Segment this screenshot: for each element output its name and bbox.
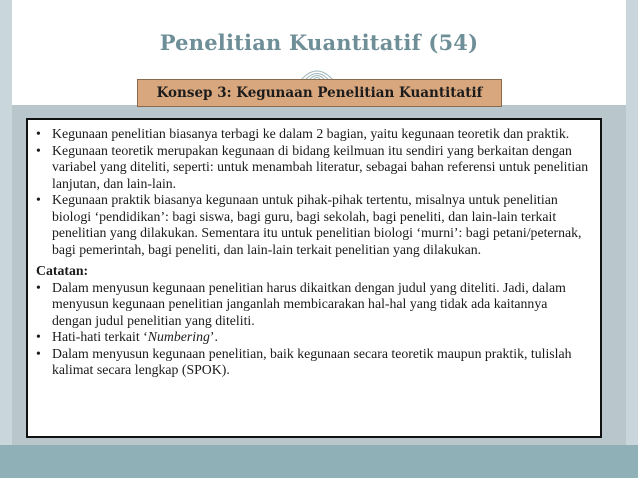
list-item [36, 346, 590, 379]
list-item [36, 329, 590, 346]
bullet-text: Dalam menyusun kegunaan penelitian, baik kegunaan secara teoretik maupun praktik, tulislah kalimat secara lengkap (SPOK). [52, 345, 572, 377]
bullet-icon: • [36, 345, 41, 361]
bullet-text: Kegunaan teoretik merupakan kegunaan di bidang keilmuan itu sendiri yang berkaitan dengan variabel yang diteliti, seperti: untuk menambah literatur, sebagai bahan referensi untuk penelitian lanjutan, dan lain-lain. [52, 142, 589, 191]
catatan-heading: Catatan: [36, 263, 89, 278]
numbering-note-after: ’. [209, 329, 218, 344]
bullet-icon: • [36, 126, 41, 141]
bullet-icon: • [36, 279, 41, 295]
numbering-note [52, 329, 218, 344]
bullet-text: Kegunaan praktik biasanya kegunaan untuk pihak-pihak tertentu, misalnya untuk penelitian biologi ‘pendidikan’: bagi siswa, bagi guru, bagi sekolah, bagi peneliti, dan lain-lain terkait penelitian yang dilakukan. Sementara itu untuk penelitian biologi ‘murni’: bagi petani/peternak, bagi pemerintah, bagi peneliti, dan lain-lain terkait penelitian yang dilakukan. [52, 192, 582, 257]
bullet-icon: • [36, 142, 41, 158]
bullet-icon: • [36, 329, 41, 344]
slide-title: Penelitian Kuantitatif (54) [159, 30, 479, 55]
list-item [36, 143, 590, 193]
section-subtitle: Konsep 3: Kegunaan Penelitian Kuantitatif [137, 79, 502, 107]
right-border [626, 0, 638, 478]
numbering-note-before: Hati-hati terkait ‘ [52, 329, 148, 344]
bullet-text: Dalam menyusun kegunaan penelitian harus dikaitkan dengan judul yang diteliti. Jadi, dalam menyusun kegunaan penelitian janganlah membicarakan hal-hal yang tidak ada kaitannya dengan judul penelitian yang diteliti. [52, 279, 566, 328]
list-item [36, 280, 590, 330]
left-border [0, 0, 12, 478]
content-box [26, 118, 602, 438]
list-item [36, 126, 590, 143]
list-item [36, 192, 590, 258]
catatan-bullets [36, 280, 590, 379]
bullet-text: Kegunaan penelitian biasanya terbagi ke dalam 2 bagian, yaitu kegunaan teoretik dan praktik. [52, 126, 570, 141]
bottom-band [0, 445, 638, 478]
bullet-icon: • [36, 192, 41, 207]
main-bullets [36, 126, 590, 258]
numbering-note-emphasis: Numbering [147, 329, 210, 344]
